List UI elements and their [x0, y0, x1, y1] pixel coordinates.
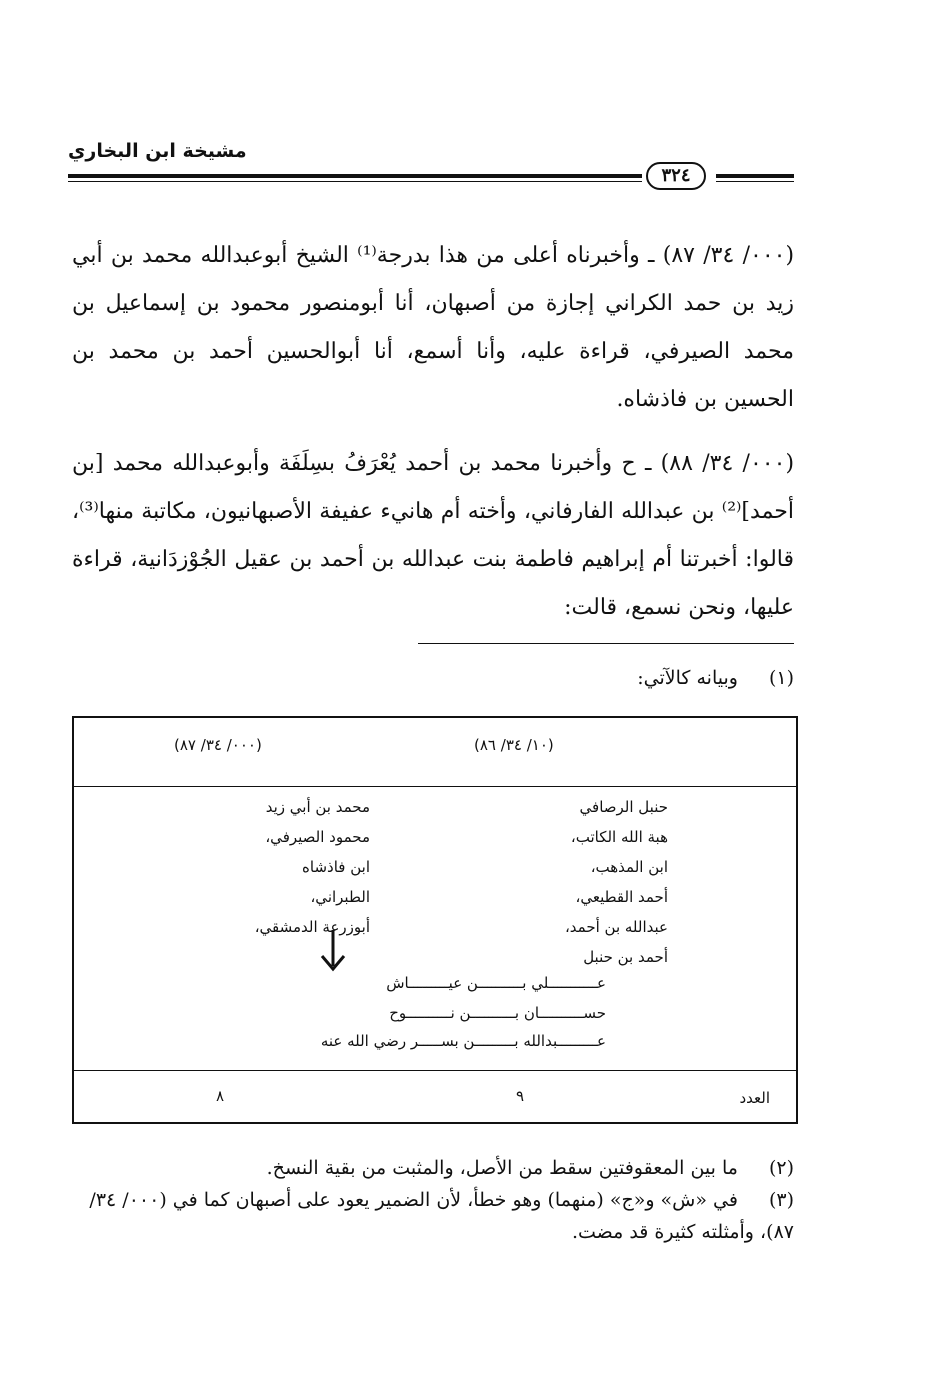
header-rule-thick [68, 174, 642, 178]
right-chain-list [565, 792, 668, 972]
count-right-value: ٩ [516, 1087, 525, 1105]
page-header [68, 134, 794, 194]
down-arrow-icon [318, 930, 348, 972]
list-item: أبوزرعة الدمشقي، [254, 918, 370, 936]
count-label: العدد [739, 1089, 770, 1107]
footnote-3-text: في «ش» و«ج» (منهما) وهو خطأ، لأن الضمير يعود على أصبهان كما في (٠٠٠/ ٣٤/ ٨٧)، وأمثلته كثيرة قد مضت. [89, 1189, 794, 1243]
footnote-3-number: (٣) [768, 1189, 794, 1211]
header-rule-thick-right [716, 174, 794, 178]
left-chain-list [255, 792, 370, 942]
book-title: مشيخة ابن البخاري [68, 140, 247, 162]
footnote-3 [72, 1184, 794, 1248]
footnote-divider [418, 643, 794, 644]
list-item: عبدالله بن أحمد، [564, 918, 668, 936]
list-item: محمود الصيرفي، [265, 828, 370, 846]
main-text [72, 232, 794, 632]
list-item: محمد بن أبي زيد [265, 798, 370, 816]
footnote-1 [72, 662, 794, 694]
isnad-chain-table [72, 716, 798, 1124]
table-header-row [74, 718, 796, 787]
footnotes-list [72, 1152, 794, 1248]
count-left-value: ٨ [216, 1087, 225, 1105]
footnote-2-number: (٢) [768, 1157, 794, 1179]
merged-chain-line-2: حســــــــــان بــــــــــن نــــــــــوح [389, 1004, 606, 1022]
footnote-1-number: (١) [768, 667, 794, 689]
paragraph-88: (٠٠٠/ ٣٤/ ٨٨) ـ ح وأخبرنا محمد بن أحمد يُعْرَفُ بسِلَفَة وأبوعبدالله محمد [بن أحمد]⁽²⁾ بن عبدالله الفارفاني، وأخته أم هانيء عفيفة الأصبهانيون، مكاتبة منها⁽³⁾، قالوا: أخبرتنا أم إبراهيم فاطمة بنت عبدالله بن أحمد بن عقيل الجُوْزدَانية، قراءة عليها، ونحن نسمع، قالت: [72, 451, 795, 620]
list-item: هبة الله الكاتب، [570, 828, 668, 846]
merged-chain-line-3: عـــــــــبدالله بـــــــــن بســـــر رضي الله عنه [320, 1032, 606, 1050]
page-number: ٣٢٤ [646, 162, 706, 190]
list-item: أحمد القطيعي، [575, 888, 668, 906]
footnote-1-text: وبيانه كالآتي: [637, 667, 738, 689]
header-rule-thin-right [716, 181, 794, 182]
table-count-row [74, 1070, 796, 1125]
col-left-head: (٠٠٠/ ٣٤/ ٨٧) [174, 736, 262, 754]
col-right-head: (١٠/ ٣٤/ ٨٦) [474, 736, 554, 754]
footnote-2 [72, 1152, 794, 1184]
list-item: ابن المذهب، [590, 858, 668, 876]
list-item: ابن فاذشاه [302, 858, 370, 876]
paragraph-87: (٠٠٠/ ٣٤/ ٨٧) ـ وأخبرناه أعلى من هذا بدرجة⁽¹⁾ الشيخ أبوعبدالله محمد بن أبي زيد بن حمد الكراني إجازة من أصبهان، أنا أبومنصور محمود بن إسماعيل بن محمد الصيرفي، قراءة عليه، وأنا أسمع، أنا أبوالحسين أحمد بن محمد بن الحسين بن فاذشاه. [72, 243, 795, 412]
list-item: الطبراني، [310, 888, 370, 906]
list-item: أحمد بن حنبل [583, 948, 668, 966]
list-item: حنبل الرصافي [579, 798, 668, 816]
header-rule-thin [68, 181, 642, 182]
merged-chain-line-1: عـــــــــــلي بــــــــــن عيـــــــــاش [386, 974, 606, 992]
footnote-2-text: ما بين المعقوفتين سقط من الأصل، والمثبت من بقية النسخ. [266, 1157, 738, 1179]
